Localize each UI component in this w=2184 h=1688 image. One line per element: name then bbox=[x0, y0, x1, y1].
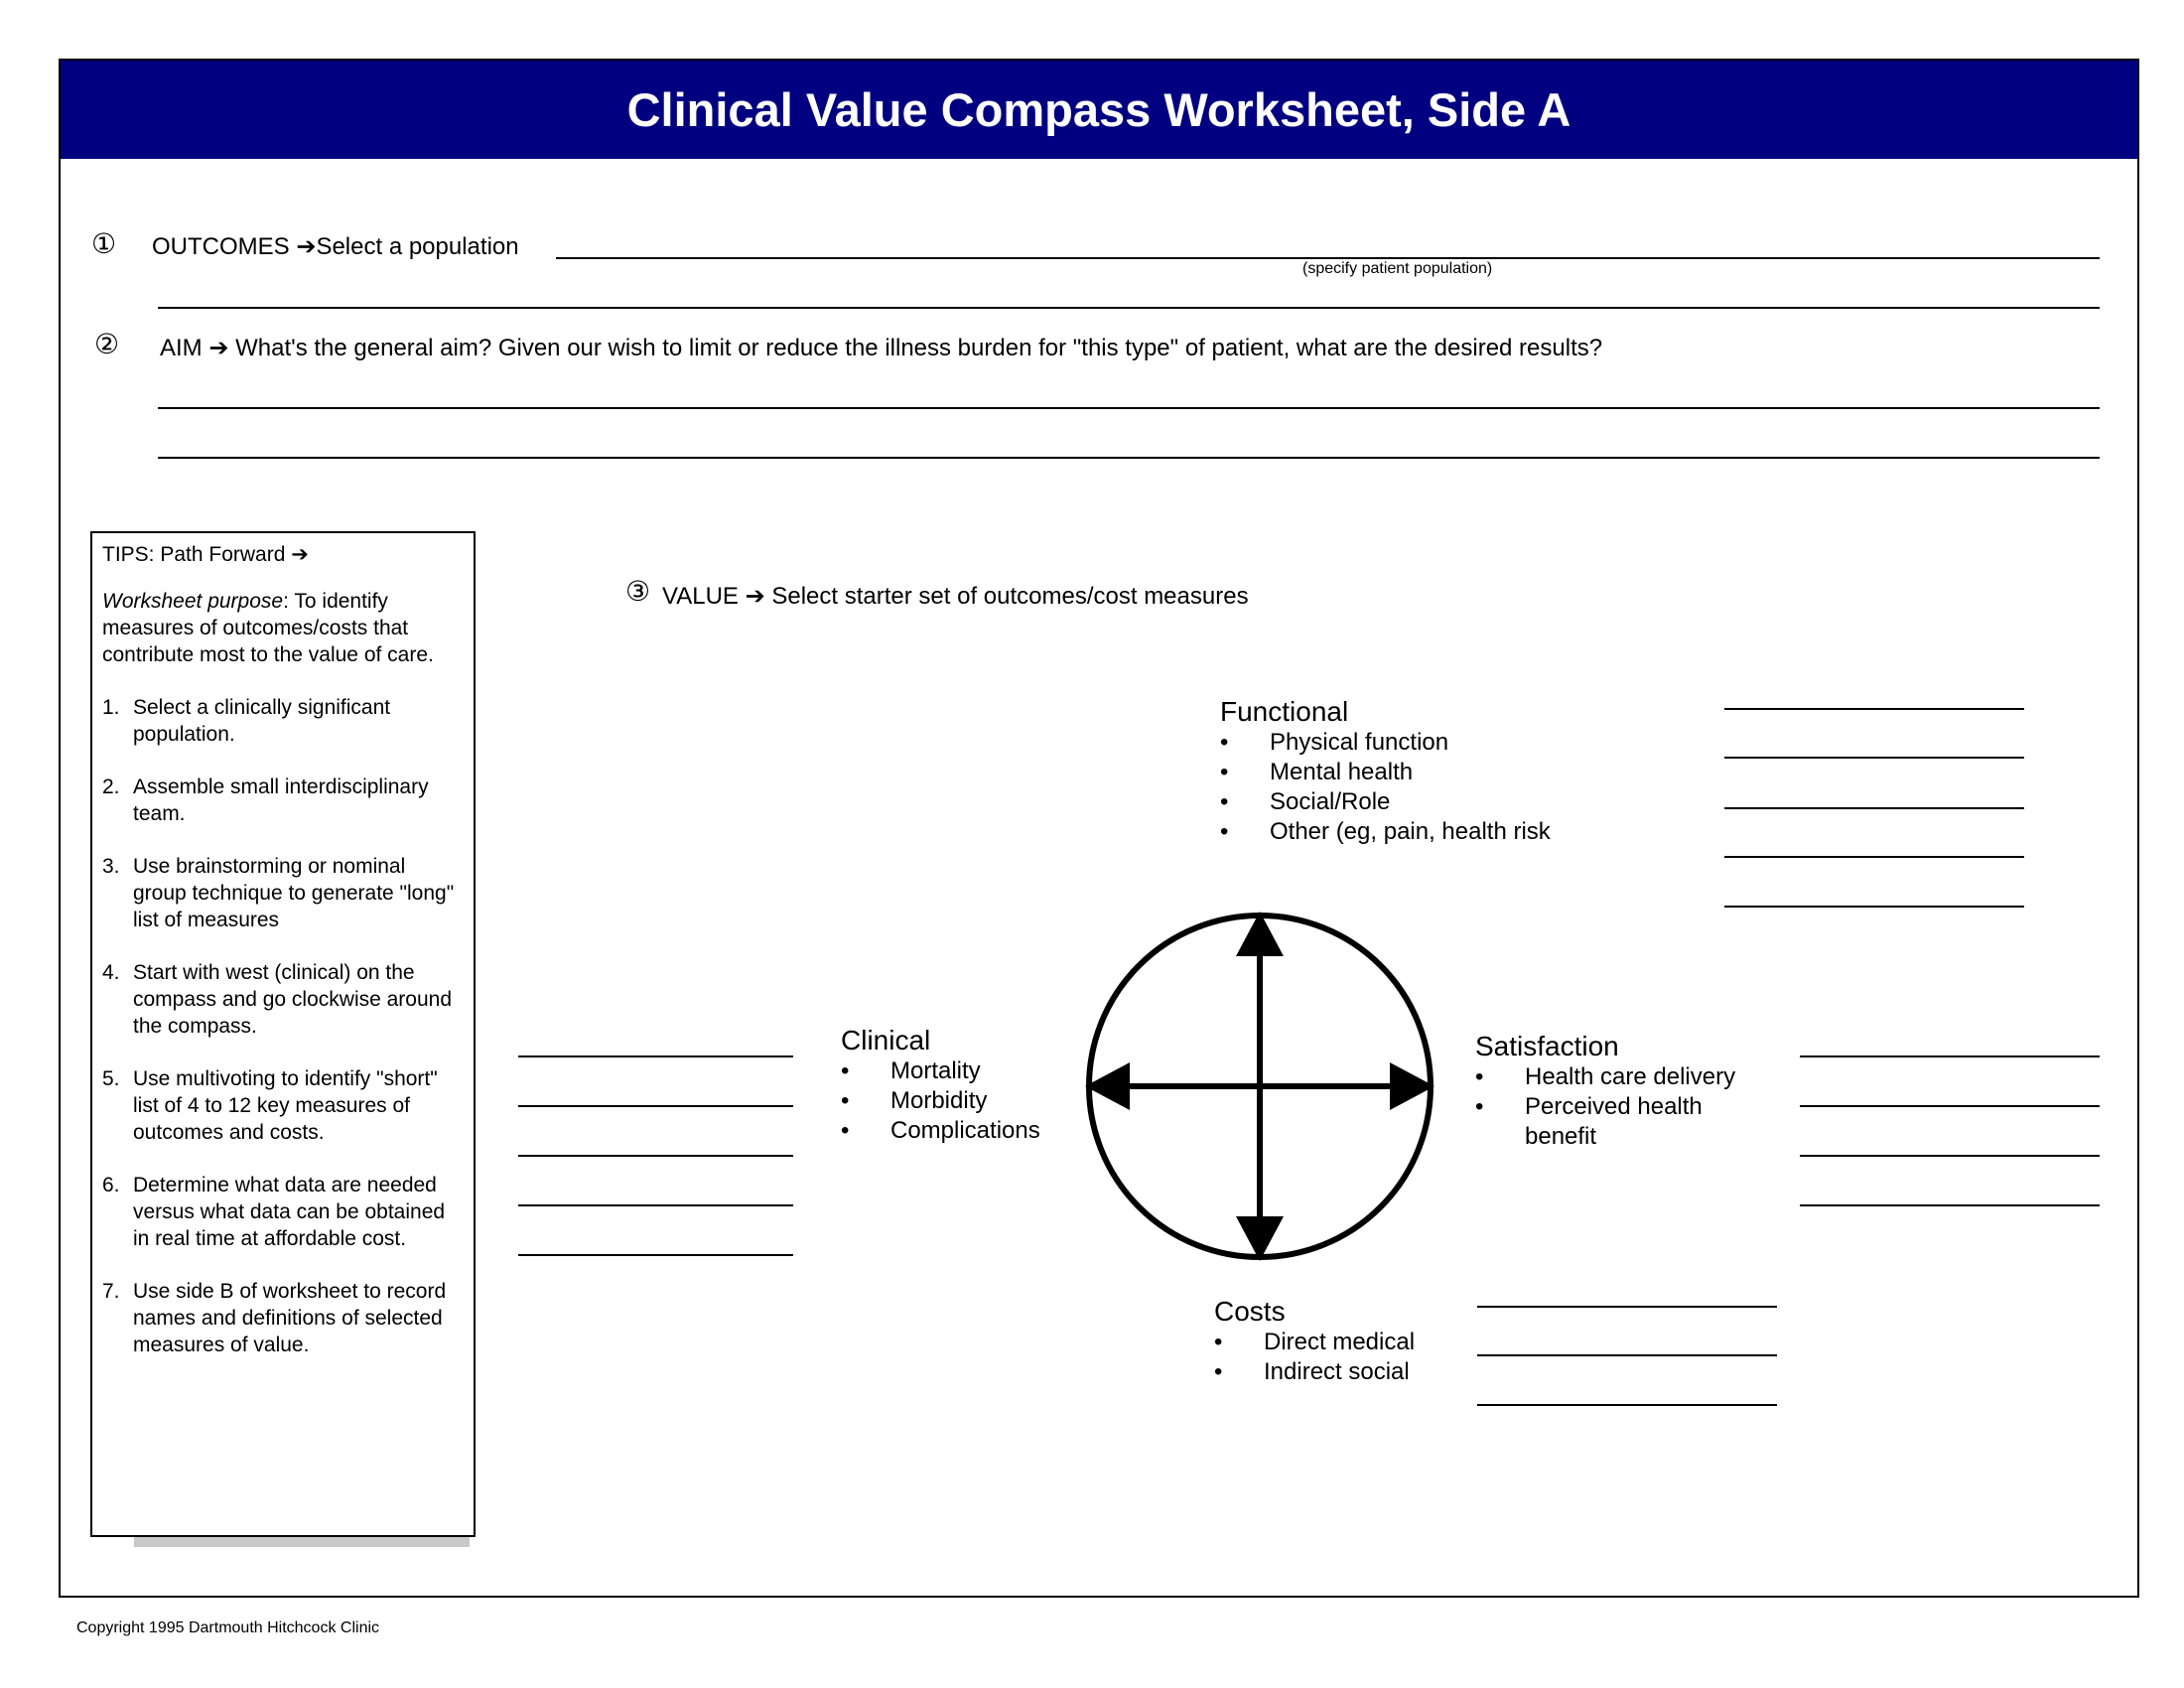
functional-measure-line[interactable] bbox=[1724, 856, 2024, 858]
tips-step-text: Determine what data are needed versus what data can be obtained in real time at affordable cost. bbox=[133, 1174, 446, 1250]
costs-item bbox=[1214, 1328, 1415, 1357]
costs-item-label: Indirect social bbox=[1264, 1358, 1410, 1385]
tips-step-text: Use multivoting to identify "short" list of 4 to 12 key measures of outcomes and costs. bbox=[133, 1067, 438, 1144]
tips-purpose-text: : To identify measures of outcomes/costs that contribute most to the value of care. bbox=[102, 590, 434, 666]
tips-step-text: Use side B of worksheet to record names and definitions of selected measures of value. bbox=[133, 1280, 447, 1356]
tips-step-number: 3. bbox=[102, 855, 120, 878]
copyright-notice: Copyright 1995 Dartmouth Hitchcock Clinic bbox=[76, 1619, 380, 1636]
tips-step-text: Select a clinically significant population. bbox=[133, 696, 391, 746]
clinical-measure-line[interactable] bbox=[518, 1254, 793, 1256]
tips-step bbox=[102, 1065, 464, 1146]
value-compass bbox=[1080, 907, 1439, 1266]
functional-group bbox=[1220, 696, 1551, 847]
functional-item-label: Other (eg, pain, health risk bbox=[1270, 818, 1551, 845]
outcomes-label: OUTCOMES ➔Select a population bbox=[152, 233, 519, 260]
costs-measure-line[interactable] bbox=[1477, 1306, 1777, 1308]
clinical-item bbox=[841, 1056, 1040, 1086]
aim-label: AIM ➔ What's the general aim? Given our wish to limit or reduce the illness burden for "this type" of patient, what are the desired results? bbox=[160, 335, 1603, 361]
functional-item bbox=[1220, 758, 1551, 787]
clinical-measure-line[interactable] bbox=[518, 1204, 793, 1206]
satisfaction-measure-line[interactable] bbox=[1800, 1204, 2100, 1206]
functional-item bbox=[1220, 817, 1551, 847]
tips-step-text: Start with west (clinical) on the compass and go clockwise around the compass. bbox=[133, 961, 453, 1038]
tips-step-number: 5. bbox=[102, 1067, 120, 1090]
tips-box-shadow bbox=[134, 1536, 470, 1547]
bullet-icon: • bbox=[1220, 788, 1229, 815]
tips-step-number: 2. bbox=[102, 775, 120, 798]
bullet-icon: • bbox=[1475, 1063, 1484, 1090]
outcomes-number: ① bbox=[91, 227, 117, 260]
clinical-group bbox=[841, 1025, 1040, 1146]
aim-number: ② bbox=[94, 328, 120, 360]
clinical-item-label: Complications bbox=[890, 1117, 1040, 1144]
tips-step-number: 6. bbox=[102, 1174, 120, 1196]
tips-purpose-label: Worksheet purpose bbox=[102, 590, 284, 613]
bullet-icon: • bbox=[1220, 818, 1229, 845]
clinical-measure-line[interactable] bbox=[518, 1155, 793, 1157]
clinical-measure-line[interactable] bbox=[518, 1105, 793, 1107]
bullet-icon: • bbox=[841, 1087, 850, 1114]
costs-measure-line[interactable] bbox=[1477, 1404, 1777, 1406]
tips-step bbox=[102, 1172, 464, 1252]
aim-input-line-2[interactable] bbox=[158, 457, 2100, 459]
bullet-icon: • bbox=[1220, 729, 1229, 756]
clinical-measure-line[interactable] bbox=[518, 1055, 793, 1057]
tips-step-number: 7. bbox=[102, 1280, 120, 1303]
functional-measure-line[interactable] bbox=[1724, 708, 2024, 710]
satisfaction-measure-line[interactable] bbox=[1800, 1105, 2100, 1107]
tips-steps bbox=[102, 694, 464, 1358]
costs-measure-line[interactable] bbox=[1477, 1354, 1777, 1356]
tips-step bbox=[102, 959, 464, 1040]
title-bar bbox=[61, 61, 2137, 159]
functional-item bbox=[1220, 787, 1551, 817]
page-title: Clinical Value Compass Worksheet, Side A bbox=[626, 83, 1571, 136]
bullet-icon: • bbox=[1214, 1358, 1223, 1385]
functional-measure-line[interactable] bbox=[1724, 807, 2024, 809]
value-number: ③ bbox=[625, 575, 651, 608]
tips-box bbox=[90, 531, 476, 1537]
satisfaction-measure-line[interactable] bbox=[1800, 1055, 2100, 1057]
functional-item-label: Social/Role bbox=[1270, 788, 1391, 815]
value-label: VALUE ➔ Select starter set of outcomes/cost measures bbox=[662, 583, 1249, 610]
bullet-icon: • bbox=[1220, 759, 1229, 785]
functional-item bbox=[1220, 728, 1551, 758]
clinical-item-label: Morbidity bbox=[890, 1087, 988, 1114]
functional-measure-line[interactable] bbox=[1724, 757, 2024, 759]
tips-step-text: Assemble small interdisciplinary team. bbox=[133, 775, 429, 825]
satisfaction-item-label: Perceived health benefit bbox=[1525, 1093, 1703, 1150]
bullet-icon: • bbox=[841, 1117, 850, 1144]
satisfaction-heading: Satisfaction bbox=[1475, 1031, 1619, 1061]
functional-item-label: Mental health bbox=[1270, 759, 1414, 785]
clinical-heading: Clinical bbox=[841, 1025, 931, 1055]
clinical-item-label: Mortality bbox=[890, 1057, 981, 1084]
satisfaction-measure-line[interactable] bbox=[1800, 1155, 2100, 1157]
satisfaction-item-label: Health care delivery bbox=[1525, 1063, 1736, 1090]
tips-step-text: Use brainstorming or nominal group technique to generate "long" list of measures bbox=[133, 855, 455, 931]
clinical-item bbox=[841, 1086, 1040, 1116]
costs-item-label: Direct medical bbox=[1264, 1329, 1416, 1355]
tips-purpose bbox=[102, 588, 464, 668]
functional-item-label: Physical function bbox=[1270, 729, 1449, 756]
satisfaction-item bbox=[1475, 1062, 1735, 1092]
tips-heading: TIPS: Path Forward ➔ bbox=[102, 543, 309, 566]
costs-heading: Costs bbox=[1214, 1296, 1286, 1327]
population-input-line[interactable] bbox=[556, 257, 2100, 259]
functional-measure-line[interactable] bbox=[1724, 906, 2024, 908]
tips-step bbox=[102, 853, 464, 933]
aim-input-line-1[interactable] bbox=[158, 407, 2100, 409]
population-input-line-2[interactable] bbox=[158, 307, 2100, 309]
population-caption: (specify patient population) bbox=[1302, 260, 1493, 277]
satisfaction-group bbox=[1475, 1031, 1735, 1152]
tips-step bbox=[102, 774, 464, 827]
tips-step-number: 4. bbox=[102, 961, 120, 984]
bullet-icon: • bbox=[841, 1057, 850, 1084]
costs-item bbox=[1214, 1357, 1415, 1387]
tips-step bbox=[102, 1278, 464, 1358]
clinical-item bbox=[841, 1116, 1040, 1146]
costs-group bbox=[1214, 1296, 1415, 1387]
tips-step-number: 1. bbox=[102, 696, 120, 719]
tips-step bbox=[102, 694, 464, 748]
satisfaction-item bbox=[1475, 1092, 1735, 1152]
bullet-icon: • bbox=[1214, 1329, 1223, 1355]
bullet-icon: • bbox=[1475, 1093, 1484, 1120]
functional-heading: Functional bbox=[1220, 696, 1349, 727]
